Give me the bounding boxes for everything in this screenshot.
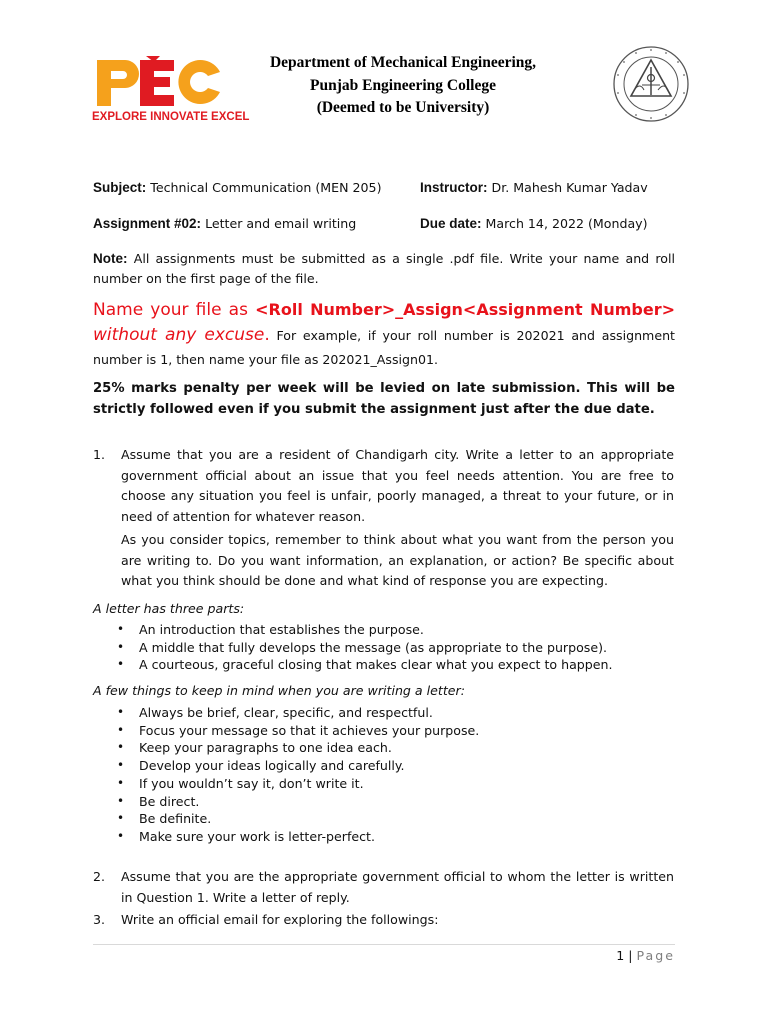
note-paragraph	[93, 249, 675, 289]
question-1-number: 1.	[93, 447, 106, 462]
list-item: • Make sure your work is letter-perfect.	[139, 828, 679, 846]
assignment-line	[93, 214, 356, 234]
subject-value: Technical Communication (MEN 205)	[150, 180, 382, 195]
title-line-3: (Deemed to be University)	[316, 99, 490, 116]
note-text: All assignments must be submitted as a single .pdf file. Write your name and roll number on the first page of the file.	[93, 251, 675, 286]
list-item: • Be direct.	[139, 793, 679, 811]
naming-paragraph	[93, 298, 675, 372]
question-2-number: 2.	[93, 869, 106, 884]
naming-prefix: Name your file as	[93, 300, 256, 320]
assignment-value: Letter and email writing	[205, 216, 357, 231]
subject-line	[93, 178, 382, 198]
question-1-text: Assume that you are a resident of Chandigarh city. Write a letter to an appropriate government official about an issue that you feel needs attention. You are free to choose any situation you feel is unfair, poorly managed, a threat to your future, or in need of attention for whatever reason.	[121, 447, 674, 524]
list-item: • Keep your paragraphs to one idea each.	[139, 739, 679, 757]
note-label: Note:	[93, 251, 128, 266]
footer-separator: |	[628, 948, 633, 963]
page-number: 1	[616, 948, 625, 963]
question-3-text: Write an official email for exploring the followings:	[121, 912, 439, 927]
subject-label: Subject:	[93, 180, 147, 195]
letter-parts-list	[139, 621, 679, 674]
tips-list	[139, 704, 679, 846]
naming-dot: .	[264, 325, 270, 345]
logo-tagline: EXPLORE INNOVATE EXCEL	[92, 111, 250, 123]
question-3-number: 3.	[93, 912, 106, 927]
instructor-label: Instructor:	[420, 180, 488, 195]
page-title	[240, 52, 566, 120]
title-line-2: Punjab Engineering College	[309, 76, 496, 94]
penalty-notice: 25% marks penalty per week will be levied on late submission. This will be strictly followed even if you submit the assignment just after the due date.	[93, 381, 675, 417]
letter-parts-heading: A letter has three parts:	[93, 601, 245, 616]
pec-logo	[92, 58, 250, 124]
list-item: • A middle that fully develops the message (as appropriate to the purpose).	[139, 639, 679, 657]
college-seal-icon	[612, 45, 690, 123]
page-word: Page	[636, 948, 675, 963]
list-item: • An introduction that establishes the purpose.	[139, 621, 679, 639]
list-item: • A courteous, graceful closing that makes clear what you expect to happen.	[139, 656, 679, 674]
naming-example: For example, if your roll number is 202021 and assignment number is 1, then name your file as 202021_Assign01.	[93, 328, 675, 367]
list-item: • Develop your ideas logically and carefully.	[139, 757, 679, 775]
instructor-line	[420, 178, 648, 198]
tips-heading: A few things to keep in mind when you are writing a letter:	[93, 683, 465, 698]
instructor-value: Dr. Mahesh Kumar Yadav	[491, 180, 648, 195]
footer-divider	[93, 944, 675, 945]
due-date-line	[420, 214, 648, 234]
list-item: • Be definite.	[139, 810, 679, 828]
due-date-label: Due date:	[420, 216, 482, 231]
naming-emphasis: without any excuse	[93, 325, 265, 345]
title-line-1: Department of Mechanical Engineering,	[269, 54, 537, 71]
list-item: • Focus your message so that it achieves your purpose.	[139, 722, 679, 740]
due-date-value: March 14, 2022 (Monday)	[485, 216, 648, 231]
list-item: • If you wouldn’t say it, don’t write it.	[139, 775, 679, 793]
page-footer	[616, 948, 675, 963]
question-2-text: Assume that you are the appropriate government official to whom the letter is written in Question 1. Write a letter of reply.	[121, 869, 674, 905]
question-1-paragraph-2: As you consider topics, remember to think about what you want from the person you are writing to. Do you want information, an explanation, or action? Be specific about what you think should be done and what kind of response you are expecting.	[121, 532, 674, 589]
assignment-label: Assignment #02:	[93, 216, 202, 231]
naming-pattern: <Roll Number>_Assign<Assignment Number>	[255, 300, 675, 319]
list-item: • Always be brief, clear, specific, and respectful.	[139, 704, 679, 722]
